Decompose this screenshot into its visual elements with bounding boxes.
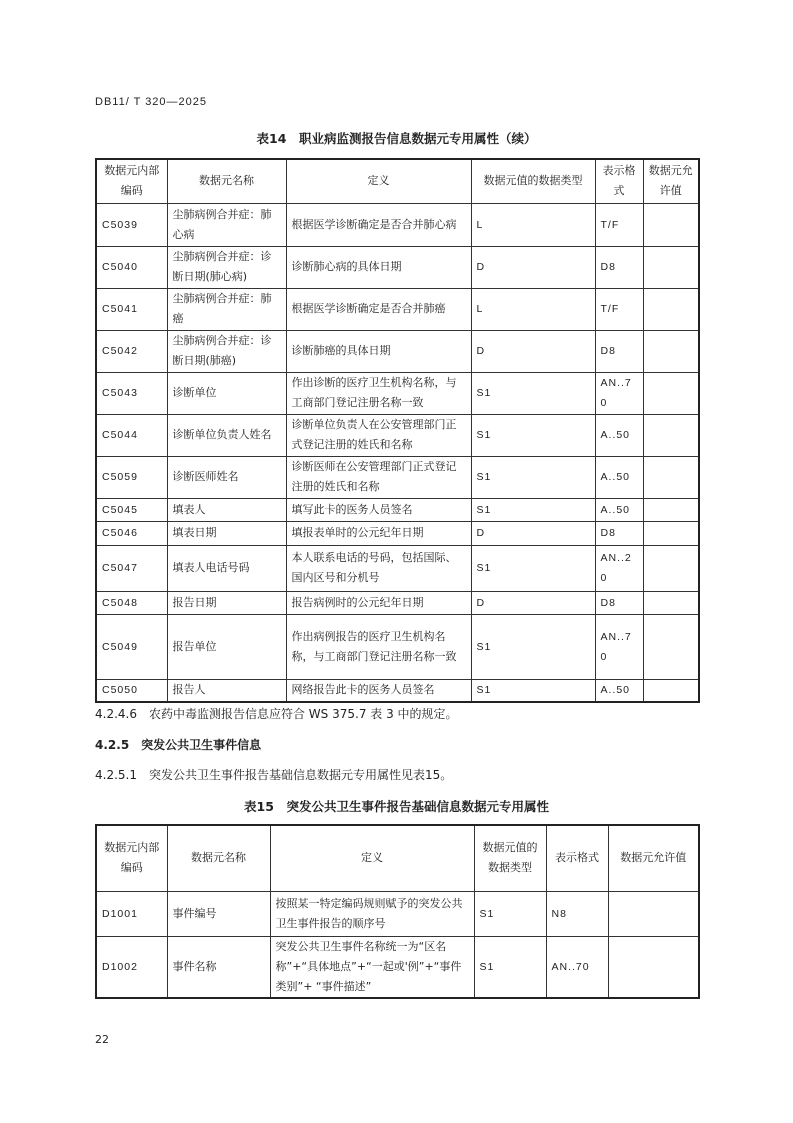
- para-4-2-5-1: 4.2.5.1 突发公共卫生事件报告基础信息数据元专用属性见表15。: [95, 768, 453, 782]
- table-cell: L: [471, 203, 595, 246]
- table-cell: 报告人: [167, 679, 286, 702]
- table-cell: [643, 372, 699, 414]
- table-cell: D8: [595, 521, 643, 545]
- table-cell: 填表人电话号码: [167, 545, 286, 591]
- table-cell: AN..70: [595, 372, 643, 414]
- table-cell: 诊断肺癌的具体日期: [286, 330, 471, 372]
- column-header: 数据元内部编码: [96, 825, 167, 891]
- table-cell: 诊断肺心病的具体日期: [286, 246, 471, 288]
- table-cell: C5043: [96, 372, 167, 414]
- table-cell: C5050: [96, 679, 167, 702]
- table-cell: 网络报告此卡的医务人员签名: [286, 679, 471, 702]
- table-cell: D: [471, 521, 595, 545]
- table-cell: 事件编号: [167, 891, 270, 936]
- table-cell: 尘肺病例合并症：肺癌: [167, 288, 286, 330]
- column-header: 定义: [270, 825, 474, 891]
- table-cell: D: [471, 591, 595, 614]
- table-row: [96, 330, 699, 372]
- table-cell: 作出诊断的医疗卫生机构名称，与工商部门登记注册名称一致: [286, 372, 471, 414]
- table-cell: [643, 521, 699, 545]
- table-cell: 诊断单位负责人在公安管理部门正式登记注册的姓氏和名称: [286, 414, 471, 456]
- table-cell: D1002: [96, 936, 167, 998]
- column-header: 数据元名称: [167, 159, 286, 203]
- table-cell: 诊断单位: [167, 372, 286, 414]
- table-cell: 根据医学诊断确定是否合并肺癌: [286, 288, 471, 330]
- table-cell: 按照某一特定编码规则赋予的突发公共卫生事件报告的顺序号: [270, 891, 474, 936]
- table-cell: 填写此卡的医务人员签名: [286, 498, 471, 521]
- column-header: 数据元允许值: [608, 825, 699, 891]
- para-4-2-4-6: 4.2.4.6 农药中毒监测报告信息应符合 WS 375.7 表 3 中的规定。: [95, 707, 458, 721]
- column-header: 数据元值的数据类型: [474, 825, 546, 891]
- table-cell: A..50: [595, 679, 643, 702]
- table-cell: N8: [546, 891, 608, 936]
- table-row: [96, 936, 699, 998]
- table-cell: D8: [595, 591, 643, 614]
- table-cell: [643, 591, 699, 614]
- table-cell: 报告病例时的公元纪年日期: [286, 591, 471, 614]
- table-row: [96, 679, 699, 702]
- table-cell: [643, 246, 699, 288]
- table-cell: L: [471, 288, 595, 330]
- table-cell: [643, 456, 699, 498]
- table-cell: C5044: [96, 414, 167, 456]
- table-cell: [643, 203, 699, 246]
- table-row: [96, 203, 699, 246]
- table-cell: 尘肺病例合并症：诊断日期(肺癌): [167, 330, 286, 372]
- table-cell: [643, 414, 699, 456]
- table-cell: A..50: [595, 498, 643, 521]
- table-cell: 事件名称: [167, 936, 270, 998]
- table-cell: S1: [471, 614, 595, 679]
- column-header: 数据元值的数据类型: [471, 159, 595, 203]
- table-cell: S1: [471, 456, 595, 498]
- table15-caption: 表15 突发公共卫生事件报告基础信息数据元专用属性: [244, 799, 549, 814]
- table-cell: C5059: [96, 456, 167, 498]
- table-row: [96, 591, 699, 614]
- table-cell: S1: [471, 679, 595, 702]
- table-cell: 尘肺病例合并症：肺心病: [167, 203, 286, 246]
- table-cell: 填表日期: [167, 521, 286, 545]
- table-row: [96, 414, 699, 456]
- column-header: 数据元名称: [167, 825, 270, 891]
- table-cell: D: [471, 330, 595, 372]
- table-cell: 诊断单位负责人姓名: [167, 414, 286, 456]
- column-header: 表示格式: [546, 825, 608, 891]
- table-cell: A..50: [595, 456, 643, 498]
- table-row: [96, 456, 699, 498]
- table-cell: C5049: [96, 614, 167, 679]
- table-cell: D1001: [96, 891, 167, 936]
- table-cell: T/F: [595, 203, 643, 246]
- table-cell: A..50: [595, 414, 643, 456]
- column-header: 数据元允许值: [643, 159, 699, 203]
- table-cell: 诊断医师姓名: [167, 456, 286, 498]
- column-header: 定义: [286, 159, 471, 203]
- table-cell: C5041: [96, 288, 167, 330]
- table-row: [96, 498, 699, 521]
- table-cell: 报告日期: [167, 591, 286, 614]
- table-cell: [643, 288, 699, 330]
- table-cell: T/F: [595, 288, 643, 330]
- table-cell: 填报表单时的公元纪年日期: [286, 521, 471, 545]
- table-cell: 作出病例报告的医疗卫生机构名称，与工商部门登记注册名称一致: [286, 614, 471, 679]
- column-header: 数据元内部编码: [96, 159, 167, 203]
- table-cell: S1: [474, 936, 546, 998]
- table-cell: [608, 936, 699, 998]
- table-cell: C5046: [96, 521, 167, 545]
- table-cell: C5045: [96, 498, 167, 521]
- table-row: [96, 521, 699, 545]
- table-cell: C5042: [96, 330, 167, 372]
- table-cell: S1: [471, 498, 595, 521]
- column-header: 表示格式: [595, 159, 643, 203]
- document-header: DB11/ T 320—2025: [95, 96, 208, 108]
- section-heading-4-2-5: 4.2.5 突发公共卫生事件信息: [95, 738, 262, 752]
- table-cell: D: [471, 246, 595, 288]
- table-cell: S1: [474, 891, 546, 936]
- table-cell: S1: [471, 414, 595, 456]
- table-cell: S1: [471, 545, 595, 591]
- table-cell: [608, 891, 699, 936]
- table-cell: 突发公共卫生事件名称统一为“区名称”+“具体地点”+“一起或'例”+“事件类别”+ “事件描述”: [270, 936, 474, 998]
- table-header-row: [96, 825, 699, 891]
- table-cell: AN..70: [595, 614, 643, 679]
- table-header-row: [96, 159, 699, 203]
- table15: [95, 824, 700, 999]
- table-cell: [643, 679, 699, 702]
- table-cell: [643, 614, 699, 679]
- table-cell: C5039: [96, 203, 167, 246]
- table-row: [96, 288, 699, 330]
- table-cell: 填表人: [167, 498, 286, 521]
- page-number: 22: [95, 1033, 109, 1046]
- table-cell: 本人联系电话的号码，包括国际、国内区号和分机号: [286, 545, 471, 591]
- table-row: [96, 246, 699, 288]
- table14-caption: 表14 职业病监测报告信息数据元专用属性（续）: [256, 131, 537, 146]
- table14: [95, 158, 700, 703]
- table-cell: 诊断医师在公安管理部门正式登记注册的姓氏和名称: [286, 456, 471, 498]
- table-cell: [643, 330, 699, 372]
- table-cell: C5048: [96, 591, 167, 614]
- table-cell: S1: [471, 372, 595, 414]
- table-cell: 根据医学诊断确定是否合并肺心病: [286, 203, 471, 246]
- table-cell: AN..20: [595, 545, 643, 591]
- table-cell: 报告单位: [167, 614, 286, 679]
- table-row: [96, 545, 699, 591]
- table-cell: C5040: [96, 246, 167, 288]
- table-cell: [643, 545, 699, 591]
- table-cell: D8: [595, 330, 643, 372]
- table-cell: AN..70: [546, 936, 608, 998]
- table-row: [96, 891, 699, 936]
- table-cell: 尘肺病例合并症：诊断日期(肺心病): [167, 246, 286, 288]
- table-cell: D8: [595, 246, 643, 288]
- table-row: [96, 372, 699, 414]
- table-cell: [643, 498, 699, 521]
- table-cell: C5047: [96, 545, 167, 591]
- table-row: [96, 614, 699, 679]
